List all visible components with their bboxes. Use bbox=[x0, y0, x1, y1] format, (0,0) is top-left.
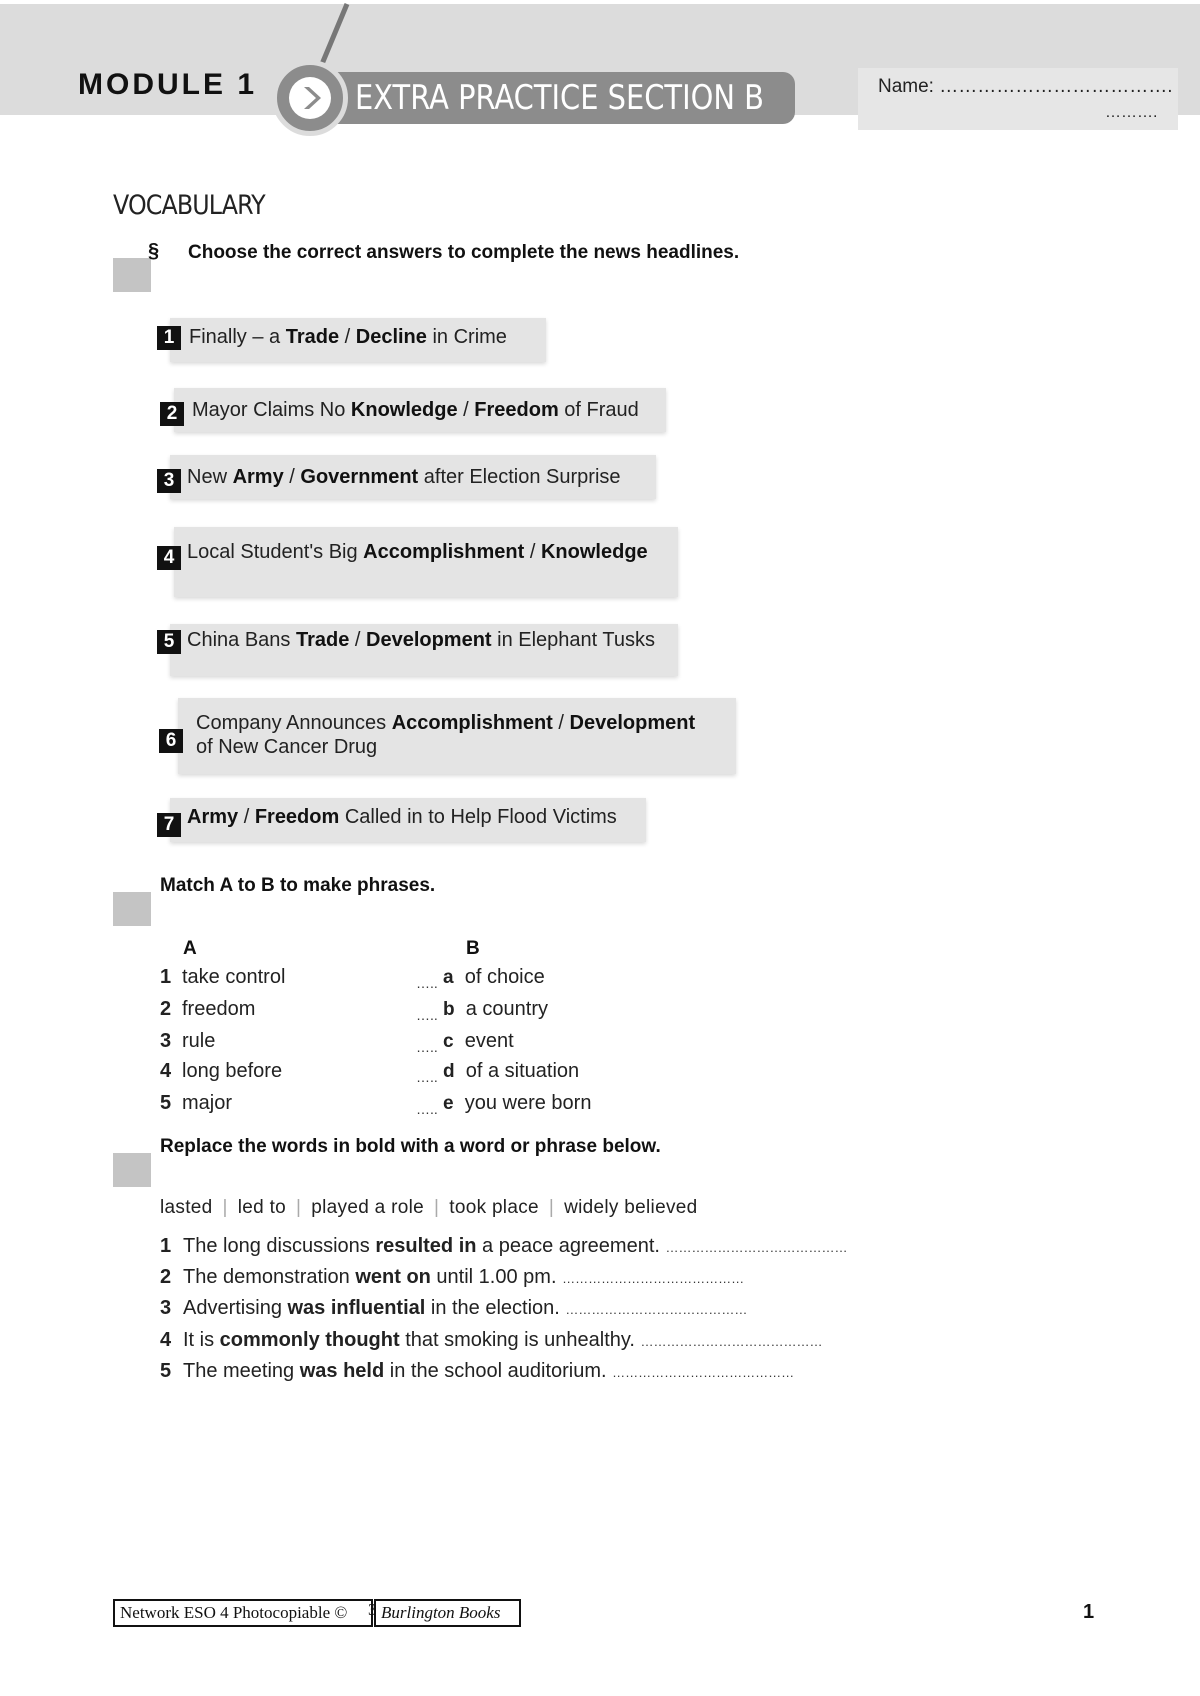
headline-2-option-b[interactable]: Freedom bbox=[474, 399, 559, 421]
match-a-item-1: 1 take control bbox=[160, 966, 286, 988]
sentence-5-answer-blank[interactable]: …………………………………… bbox=[612, 1365, 795, 1380]
exercise-3-instruction: Replace the words in bold with a word or phrase below. bbox=[160, 1136, 661, 1157]
exercise-2-marker bbox=[113, 892, 151, 926]
headline-5-option-a[interactable]: Trade bbox=[295, 629, 350, 651]
headline-number-5: 5 bbox=[157, 630, 181, 654]
headline-4-option-a[interactable]: Accomplishment bbox=[363, 541, 525, 563]
module-label: MODULE 1 bbox=[78, 68, 258, 101]
exercise-1-instruction: Choose the correct answers to complete the news headlines. bbox=[188, 242, 740, 263]
headline-6-option-b[interactable]: Development bbox=[569, 712, 696, 734]
match-a-item-4: 4 long before bbox=[160, 1060, 283, 1082]
footer-publisher-box: Burlington Books bbox=[374, 1599, 521, 1627]
word-bank-item-1: lasted bbox=[160, 1197, 213, 1218]
headline-7-option-a[interactable]: Army bbox=[187, 806, 239, 828]
chevron-right-icon bbox=[289, 77, 331, 119]
footer-mark: 3 bbox=[368, 1600, 377, 1619]
match-b-item-e: e you were born bbox=[443, 1092, 592, 1114]
headline-number-2: 2 bbox=[160, 402, 184, 426]
match-b-item-d: d of a situation bbox=[443, 1060, 580, 1082]
headline-1-option-a[interactable]: Trade bbox=[285, 326, 340, 348]
match-answer-blank-3[interactable]: ….. bbox=[416, 1039, 438, 1055]
headline-number-6: 6 bbox=[159, 729, 183, 753]
sentence-5: 5 The meeting was held in the school auditorium. …………………………………… bbox=[160, 1360, 795, 1382]
word-bank-item-5: widely believed bbox=[564, 1197, 698, 1218]
sentence-4-answer-blank[interactable]: …………………………………… bbox=[640, 1334, 823, 1349]
sentence-3-answer-blank[interactable]: …………………………………… bbox=[565, 1302, 748, 1317]
headline-4-option-b[interactable]: Knowledge bbox=[540, 541, 648, 563]
match-answer-blank-5[interactable]: ….. bbox=[416, 1101, 438, 1117]
headline-number-7: 7 bbox=[157, 813, 181, 837]
headline-1: Finally – a Trade / Decline in Crime bbox=[189, 326, 507, 348]
headline-2: Mayor Claims No Knowledge / Freedom of Fraud bbox=[192, 399, 639, 421]
headline-7: Army / Freedom Called in to Help Flood Victims bbox=[187, 806, 617, 828]
exercise-1-marker bbox=[113, 258, 151, 292]
headline-6-line-2: of New Cancer Drug bbox=[196, 736, 378, 758]
page-number: 1 bbox=[1083, 1601, 1095, 1623]
exercise-1-bullet: § bbox=[148, 240, 160, 262]
headline-1-option-b[interactable]: Decline bbox=[355, 326, 427, 348]
headline-3-option-a[interactable]: Army bbox=[232, 466, 284, 488]
headline-3-option-b[interactable]: Government bbox=[300, 466, 419, 488]
word-bank: lasted | led to | played a role | took place | widely believed bbox=[160, 1197, 698, 1218]
match-a-item-2: 2 freedom bbox=[160, 998, 256, 1020]
headline-6-option-a[interactable]: Accomplishment bbox=[391, 712, 553, 734]
name-field[interactable]: Name: ………………………………. bbox=[878, 76, 1173, 97]
match-a-item-5: 5 major bbox=[160, 1092, 233, 1114]
headline-7-option-b[interactable]: Freedom bbox=[254, 806, 340, 828]
match-answer-blank-4[interactable]: ….. bbox=[416, 1069, 438, 1085]
headline-5: China Bans Trade / Development in Elephant Tusks bbox=[187, 629, 656, 651]
headline-4: Local Student's Big Accomplishment / Knowledge bbox=[187, 541, 648, 563]
chevron-badge bbox=[272, 60, 348, 136]
match-b-item-c: c event bbox=[443, 1030, 514, 1052]
match-answer-blank-1[interactable]: ….. bbox=[416, 975, 438, 991]
column-a-heading: A bbox=[183, 938, 197, 959]
sentence-1-answer-blank[interactable]: …………………………………… bbox=[665, 1240, 848, 1255]
word-bank-item-2: led to bbox=[237, 1197, 287, 1218]
headline-5-option-b[interactable]: Development bbox=[366, 629, 492, 651]
vocabulary-heading: VOCABULARY bbox=[113, 190, 265, 221]
headline-2-option-a[interactable]: Knowledge bbox=[350, 399, 458, 421]
name-field-continuation: ………. bbox=[1105, 104, 1158, 121]
headline-number-4: 4 bbox=[157, 546, 181, 570]
sentence-2: 2 The demonstration went on until 1.00 pm. …………………………………… bbox=[160, 1266, 745, 1288]
headline-6: Company Announces Accomplishment / Development of New Cancer Drug bbox=[196, 712, 696, 758]
sentence-3: 3 Advertising was influential in the election. …………………………………… bbox=[160, 1297, 748, 1319]
word-bank-item-3: played a role bbox=[311, 1197, 424, 1218]
sentence-4: 4 It is commonly thought that smoking is unhealthy. …………………………………… bbox=[160, 1329, 823, 1351]
section-title: EXTRA PRACTICE SECTION B bbox=[355, 78, 764, 118]
exercise-2-instruction: Match A to B to make phrases. bbox=[160, 875, 436, 896]
sentence-2-answer-blank[interactable]: …………………………………… bbox=[562, 1271, 745, 1286]
sentence-1: 1 The long discussions resulted in a peace agreement. …………………………………… bbox=[160, 1235, 848, 1257]
footer-copyright-box: Network ESO 4 Photocopiable © bbox=[113, 1599, 373, 1627]
headline-3: New Army / Government after Election Surprise bbox=[187, 466, 621, 488]
match-b-item-b: b a country bbox=[443, 998, 548, 1020]
headline-number-1: 1 bbox=[157, 326, 181, 350]
match-b-item-a: a of choice bbox=[443, 966, 545, 988]
exercise-3-marker bbox=[113, 1153, 151, 1187]
column-b-heading: B bbox=[466, 938, 480, 959]
match-a-item-3: 3 rule bbox=[160, 1030, 216, 1052]
headline-number-3: 3 bbox=[157, 469, 181, 493]
match-answer-blank-2[interactable]: ….. bbox=[416, 1007, 438, 1023]
word-bank-item-4: took place bbox=[449, 1197, 539, 1218]
